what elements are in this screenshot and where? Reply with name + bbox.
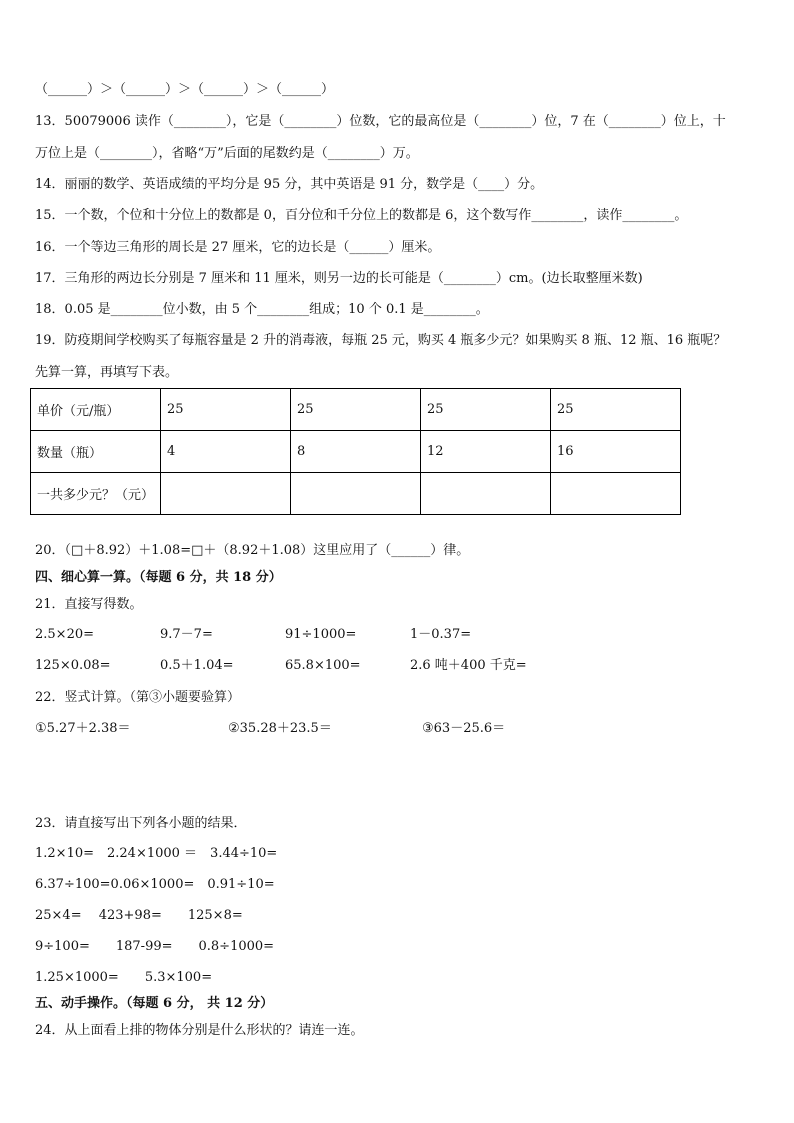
table-cell: 16 (551, 431, 681, 473)
answer-cell[interactable] (421, 473, 551, 515)
table-cell: 25 (291, 389, 421, 431)
q23-line: 1.2×10= 2.24×1000 ＝ 3.44÷10= (35, 846, 278, 861)
q23-line: 9÷100= 187-99= 0.8÷1000= (35, 939, 275, 954)
table-cell: 25 (161, 389, 291, 431)
q16: 16．一个等边三角形的周长是 27 厘米，它的边长是（______）厘米。 (35, 240, 441, 255)
section-4-heading: 四、细心算一算。（每题 6 分，共 18 分） (35, 570, 282, 585)
q21: 21．直接写得数。 (35, 597, 143, 612)
q21-item: 9.7－7= (160, 627, 213, 642)
q12-blanks: （______）＞（______）＞（______）＞（______） (35, 82, 335, 97)
q21-item: 2.5×20= (35, 627, 95, 642)
q23: 23．请直接写出下列各小题的结果． (35, 816, 247, 831)
q19-line2: 先算一算，再填写下表。 (35, 365, 179, 380)
q13-line1: 13．50079006 读作（________），它是（________）位数，它的最高位是（________）位，7 在（________）位上，十 (35, 114, 726, 129)
q22: 22．竖式计算。（第③小题要验算） (35, 690, 241, 705)
table-cell: 25 (421, 389, 551, 431)
table-cell: 8 (291, 431, 421, 473)
q18: 18．0.05 是________位小数，由 5 个________组成；10 个 0.1 是________。 (35, 302, 489, 317)
table-cell: 12 (421, 431, 551, 473)
q24: 24．从上面看上排的物体分别是什么形状的？请连一连。 (35, 1023, 364, 1038)
q17: 17．三角形的两边长分别是 7 厘米和 11 厘米，则另一边的长可能是（________）cm。(边长取整厘米数) (35, 271, 643, 286)
q15: 15．一个数，个位和十分位上的数都是 0，百分位和千分位上的数都是 6，这个数写作________，读作________。 (35, 208, 688, 223)
table-cell: 25 (551, 389, 681, 431)
q21-item: 2.6 吨＋400 千克= (410, 658, 527, 673)
table-cell: 单价（元/瓶） (31, 389, 161, 431)
q13-line2: 万位上是（________），省略“万”后面的尾数约是（________）万。 (35, 146, 419, 161)
q19-line1: 19．防疫期间学校购买了每瓶容量是 2 升的消毒液，每瓶 25 元，购买 4 瓶多少元？如果购买 8 瓶、12 瓶、16 瓶呢？ (35, 333, 727, 348)
q21-item: 1－0.37= (410, 627, 472, 642)
q21-item: 65.8×100= (285, 658, 361, 673)
table-row (31, 473, 681, 515)
q22-item: ①5.27＋2.38＝ (35, 721, 131, 736)
answer-cell[interactable] (291, 473, 421, 515)
table-row (31, 431, 681, 473)
section-5-heading: 五、动手操作。（每题 6 分， 共 12 分） (35, 996, 274, 1011)
table-row (31, 389, 681, 431)
q21-item: 125×0.08= (35, 658, 111, 673)
q14: 14．丽丽的数学、英语成绩的平均分是 95 分，其中英语是 91 分，数学是（____）分。 (35, 177, 544, 192)
q22-item: ③63－25.6＝ (422, 721, 506, 736)
q23-line: 1.25×1000= 5.3×100= (35, 970, 213, 985)
q21-item: 0.5＋1.04= (160, 658, 234, 673)
q22-item: ②35.28＋23.5＝ (228, 721, 332, 736)
q23-line: 6.37÷100=0.06×1000= 0.91÷10= (35, 877, 275, 892)
table-cell: 一共多少元？（元） (31, 473, 161, 515)
answer-cell[interactable] (551, 473, 681, 515)
price-table (30, 388, 681, 515)
answer-cell[interactable] (161, 473, 291, 515)
q21-item: 91÷1000= (285, 627, 357, 642)
table-cell: 数量（瓶） (31, 431, 161, 473)
table-cell: 4 (161, 431, 291, 473)
q20: 20．（□＋8.92）＋1.08=□＋（8.92＋1.08）这里应用了（______）律。 (35, 543, 470, 558)
q23-line: 25×4= 423+98= 125×8= (35, 908, 243, 923)
